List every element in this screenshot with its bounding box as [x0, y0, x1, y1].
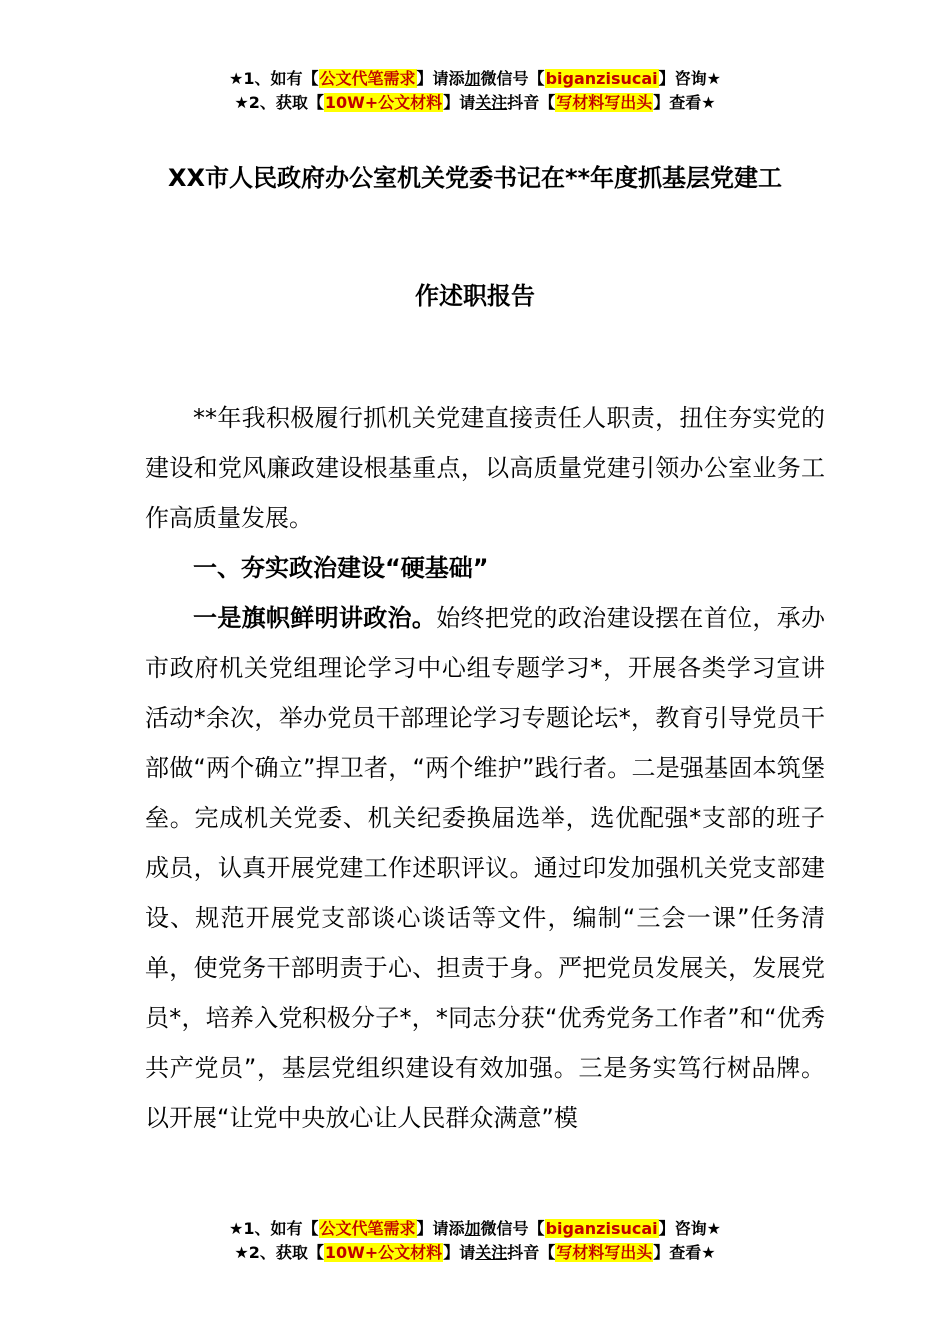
- document-title-line-1: XX市人民政府办公室机关党委书记在**年度抓基层党建工: [167, 164, 783, 192]
- paragraph-lead: 一是旗帜鲜明讲政治。: [193, 604, 437, 632]
- intro-paragraph: **年我积极履行抓机关党建直接责任人职责，扭住夯实党的建设和党风廉政建设根基重点，以高质量党建引领办公室业务工作高质量发展。: [145, 404, 825, 532]
- section-heading-1: 一、夯实政治建设“硬基础”: [193, 554, 489, 582]
- section-1-paragraph: 一是旗帜鲜明讲政治。始终把党的政治建设摆在首位，承办市政府机关党组理论学习中心组专题学习*，开展各类学习宣讲活动*余次，举办党员干部理论学习专题论坛*，教育引导党员干部做“两个确立”捍卫者，“两个维护”践行者。二是强基固本筑堡垒。完成机关党委、机关纪委换届选举，选优配强*支部的班子成员，认真开展党建工作述职评议。通过印发加强机关党支部建设、规范开展党支部谈心谈话等文件，编制“三会一课”任务清单，使党务干部明责于心、担责于身。严把党员发展关，发展党员*，培养入党积极分子*，*同志分获“优秀党务工作者”和“优秀共产党员”，基层党组织建设有效加强。三是务实笃行树品牌。以开展“让党中央放心让人民群众满意”模: [145, 604, 826, 1132]
- highlight-ghostwriting: 公文代笔需求: [319, 69, 416, 88]
- header-banner: [0, 67, 950, 115]
- highlight-douyin: 写材料写出头: [556, 1243, 653, 1262]
- document-title-line-2: 作述职报告: [415, 282, 535, 310]
- banner-line-1: ★1、如有【公文代笔需求】请添加微信号【biganzisucai】咨询★: [229, 1219, 721, 1238]
- document-body: [145, 393, 825, 1143]
- banner-line-1: ★1、如有【公文代笔需求】请添加微信号【biganzisucai】咨询★: [229, 69, 721, 88]
- highlight-materials: 10W+公文材料: [324, 93, 443, 112]
- highlight-douyin: 写材料写出头: [556, 93, 653, 112]
- footer-banner: [0, 1217, 950, 1265]
- highlight-wechat-id: biganzisucai: [545, 1219, 658, 1238]
- banner-line-2: ★2、获取【10W+公文材料】请关注抖音【写材料写出头】查看★: [234, 1243, 716, 1262]
- banner-line-2: ★2、获取【10W+公文材料】请关注抖音【写材料写出头】查看★: [234, 93, 716, 112]
- highlight-wechat-id: biganzisucai: [545, 69, 658, 88]
- highlight-ghostwriting: 公文代笔需求: [319, 1219, 416, 1238]
- highlight-materials: 10W+公文材料: [324, 1243, 443, 1262]
